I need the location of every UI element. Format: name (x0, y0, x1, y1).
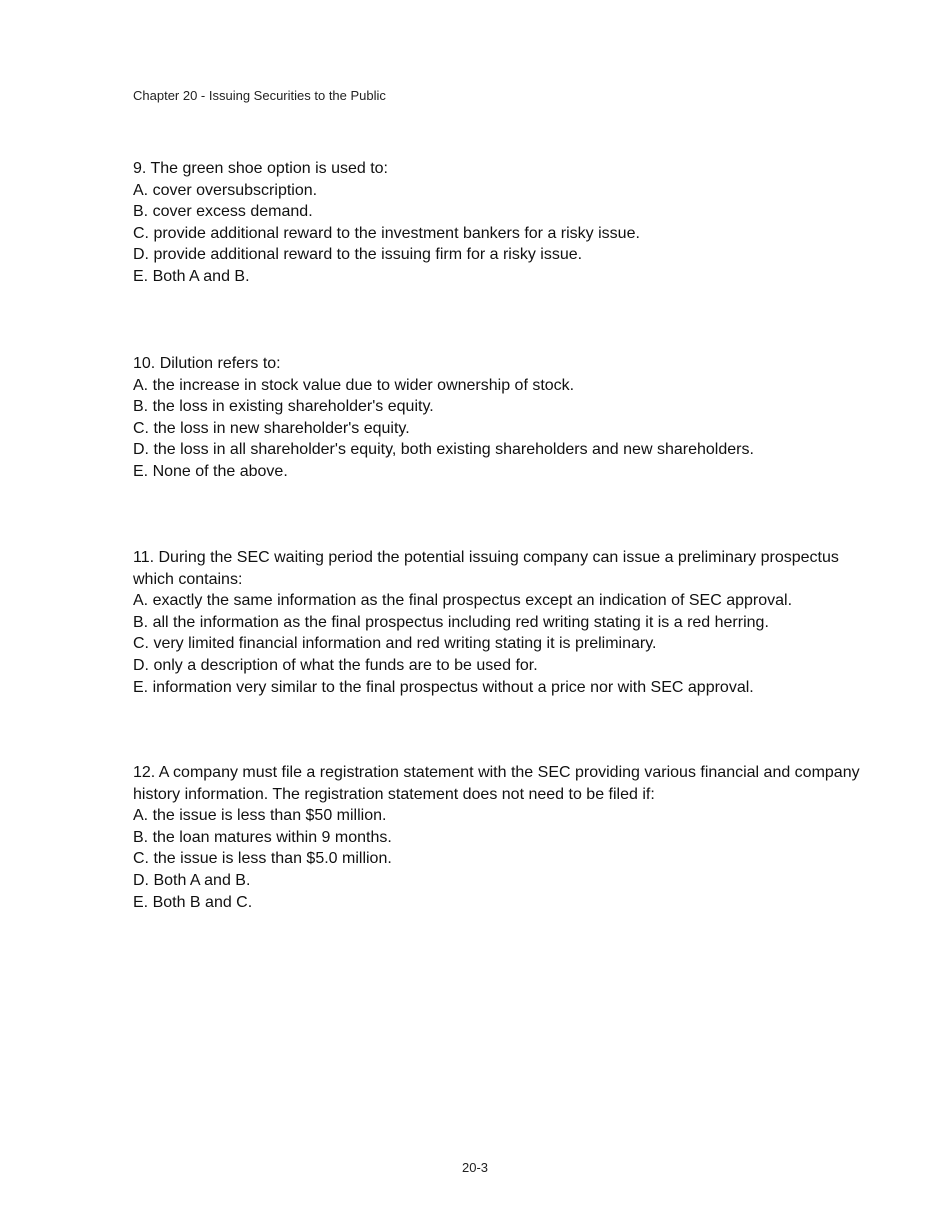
answer-option-b: B. the loss in existing shareholder's equity. (133, 398, 434, 416)
answer-option-c: C. provide additional reward to the investment bankers for a risky issue. (133, 224, 640, 242)
answer-option-c: C. the loss in new shareholder's equity. (133, 419, 410, 437)
answer-option-d: D. the loss in all shareholder's equity, both existing shareholders and new shareholders. (133, 441, 754, 459)
answer-option-e: E. information very similar to the final prospectus without a price nor with SEC approval. (133, 678, 754, 696)
page-header: Chapter 20 - Issuing Securities to the Public (133, 88, 386, 103)
answer-option-e: E. Both B and C. (133, 893, 253, 911)
question-9 (133, 158, 863, 288)
answer-option-b: B. all the information as the final prospectus including red writing stating it is a red herring. (133, 613, 769, 631)
answer-option-d: D. Both A and B. (133, 871, 251, 889)
answer-option-c: C. the issue is less than $5.0 million. (133, 850, 392, 868)
page-number: 20-3 (461, 1160, 489, 1175)
answer-options (133, 805, 863, 913)
question-11 (133, 547, 863, 698)
answer-option-b: B. the loan matures within 9 months. (133, 828, 392, 846)
answer-option-d: D. only a description of what the funds are to be used for. (133, 656, 538, 674)
answer-options (133, 180, 863, 288)
answer-option-a: A. the issue is less than $50 million. (133, 807, 387, 825)
question-stem: 11. During the SEC waiting period the potential issuing company can issue a preliminary prospectus which contains: (133, 549, 839, 588)
question-stem: 9. The green shoe option is used to: (133, 160, 388, 177)
answer-options (133, 590, 863, 698)
answer-option-e: E. None of the above. (133, 462, 288, 480)
answer-option-d: D. provide additional reward to the issuing firm for a risky issue. (133, 246, 583, 264)
question-12 (133, 762, 863, 913)
answer-option-b: B. cover excess demand. (133, 203, 313, 221)
question-stem: 12. A company must file a registration statement with the SEC providing various financial and company history information. The registration statement does not need to be filed if: (133, 764, 860, 803)
answer-option-c: C. very limited financial information and red writing stating it is preliminary. (133, 635, 657, 653)
answer-option-a: A. exactly the same information as the final prospectus except an indication of SEC approval. (133, 592, 793, 610)
answer-option-a: A. the increase in stock value due to wider ownership of stock. (133, 376, 575, 394)
question-10 (133, 353, 863, 483)
question-stem: 10. Dilution refers to: (133, 355, 281, 372)
answer-option-e: E. Both A and B. (133, 267, 250, 285)
answer-options (133, 375, 863, 483)
answer-option-a: A. cover oversubscription. (133, 181, 318, 199)
